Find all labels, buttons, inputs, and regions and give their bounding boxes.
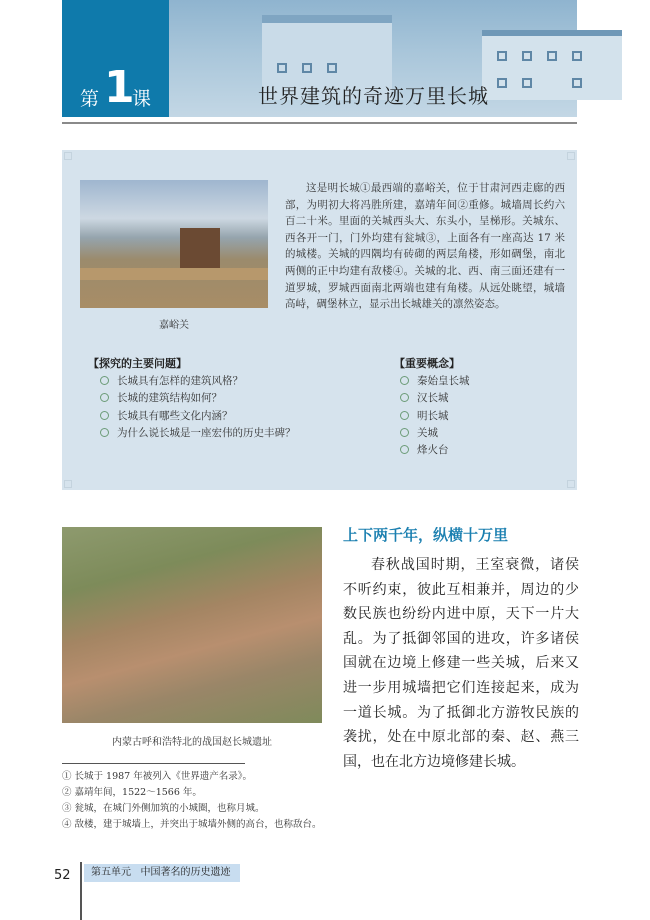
question-text: 长城具有怎样的建筑风格？: [117, 375, 243, 387]
concept-text: 明长城: [417, 409, 449, 422]
footnote: ① 长城于 1987 年被列入《世界遗产名录》。: [62, 771, 252, 782]
circle-bullet-icon: [400, 393, 409, 402]
lesson-number: 1: [104, 62, 135, 113]
list-item: [400, 390, 470, 407]
header-divider: [62, 122, 577, 124]
circle-bullet-icon: [400, 445, 409, 454]
questions-heading: 【探究的主要问题】: [88, 357, 187, 370]
circle-bullet-icon: [100, 411, 109, 420]
concept-text: 烽火台: [417, 444, 449, 457]
questions-list: [88, 355, 296, 442]
footnotes: [62, 769, 322, 833]
list-item: [100, 408, 296, 425]
page-number: 52: [54, 868, 71, 883]
zhao-wall-ruins-photo: [62, 527, 322, 723]
circle-bullet-icon: [400, 411, 409, 420]
concepts-list: [394, 355, 470, 459]
circle-bullet-icon: [100, 376, 109, 385]
corner-marker: [567, 152, 575, 160]
concepts-heading: 【重要概念】: [394, 357, 460, 370]
circle-bullet-icon: [400, 428, 409, 437]
question-text: 长城具有哪些文化内涵？: [117, 409, 233, 422]
list-item: [400, 408, 470, 425]
jiayuguan-photo: [80, 180, 268, 308]
footnote: ② 嘉靖年间，1522～1566 年。: [62, 787, 202, 798]
concept-text: 关城: [417, 426, 438, 439]
circle-bullet-icon: [100, 428, 109, 437]
concept-text: 秦始皇长城: [417, 375, 470, 387]
footnote: ④ 敌楼，建于城墙上，并突出于城墙外侧的高台，也称敌台。: [62, 819, 322, 830]
footnote: ③ 瓮城，在城门外侧加筑的小城圈，也称月城。: [62, 803, 265, 814]
corner-marker: [64, 480, 72, 488]
lesson-title: 世界建筑的奇迹万里长城: [258, 84, 489, 108]
question-text: 长城的建筑结构如何？: [117, 392, 222, 405]
section-paragraph: 春秋战国时期，王室衰微，诸侯不听约束，彼此互相兼并，周边的少数民族也纷纷内进中原，天下一片大乱。为了抵御邻国的进攻，许多诸侯国就在边境上修建一些关城，后来又进一步用城墙把它们连接起来，成为一道长城。为了抵御北方游牧民族的袭扰，处在中原北部的秦、赵、燕三国，也在北方边境修建长城。: [343, 557, 579, 770]
lesson-badge: [62, 0, 169, 117]
photo-caption: 内蒙古呼和浩特北的战国赵长城遗址: [112, 737, 272, 748]
list-item: [100, 425, 296, 442]
list-item: [400, 373, 470, 390]
lesson-prefix: 第: [80, 88, 100, 110]
list-item: [400, 425, 470, 442]
question-text: 为什么说长城是一座宏伟的历史丰碑？: [117, 426, 296, 439]
footer-divider: [80, 862, 82, 920]
list-item: [100, 390, 296, 407]
circle-bullet-icon: [100, 393, 109, 402]
wall: [80, 268, 268, 280]
concept-text: 汉长城: [417, 392, 449, 405]
building-illustration: [482, 30, 622, 100]
tower: [180, 228, 220, 268]
section-heading: 上下两千年，纵横十万里: [343, 526, 509, 544]
footnote-divider: [62, 763, 245, 764]
circle-bullet-icon: [400, 376, 409, 385]
corner-marker: [567, 480, 575, 488]
corner-marker: [64, 152, 72, 160]
intro-paragraph: 这是明长城①最西端的嘉峪关，位于甘肃河西走廊的西部，为明初大将冯胜所建，嘉靖年间②重修。城墙周长约六百二十米。里面的关城西头大、东头小，呈梯形。关城东、西各开一门，门外均建有瓮城③，上面各有一座高达 17 米的城楼。关城的四隅均有砖砌的两层角楼，形如碉堡，南北两侧的正中均建有敌楼④。关城的北、西、南三面还建有一道罗城，罗城西面南北两端也建有角楼。从远处眺望，城墙高峙，碉堡林立，显示出长城雄关的凛然姿态。: [285, 182, 565, 311]
list-item: [400, 442, 470, 459]
unit-label: 第五单元 中国著名的历史遗迹: [84, 864, 240, 882]
lesson-suffix: 课: [132, 88, 152, 110]
list-item: [100, 373, 296, 390]
photo-caption: 嘉峪关: [159, 320, 189, 331]
